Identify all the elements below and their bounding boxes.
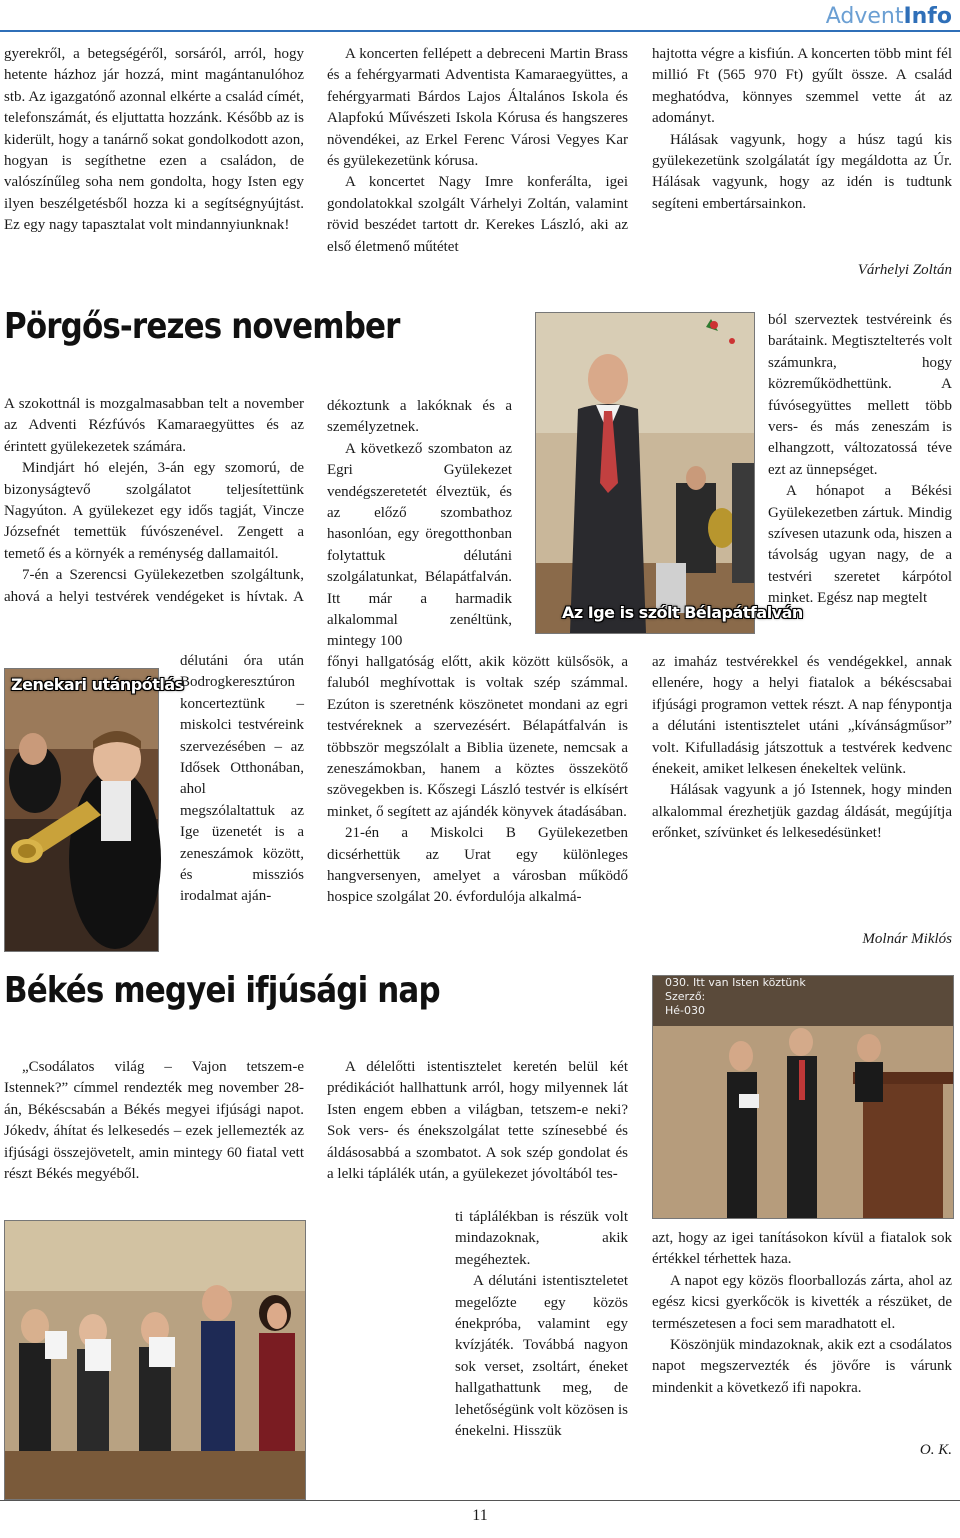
article1-col3-narrow: ból szerveztek testvéreink és barátaink. Megtisztelteтés volt számunkra, hogy közreműködhettünk. A fúvósegyüttes mellett több vers- és más zeneszám is elhangzott, változatossá téve ezt az ünnepséget. A hónapot a Békési Gyülekezetben zártuk. Mindig szívesen utazunk oda, hiszen a távolság ugyan nagy, de a testvéri szeretet kárpótol minket. Egész nap megtelt — [768, 312, 952, 607]
photo-belapatfalva-concert — [535, 312, 803, 634]
article2-signature: O. K. — [919, 1442, 952, 1458]
article1-title: Pörgős-rezes november — [4, 306, 400, 347]
article1-col1-narrow: délutáni óra után Bodrogkeresztúron koncerteztünk – miskolci testvéreink szervezésében – az Idősek Otthonában, ahol megszólaltattuk az Ige üzenetét is a zeneszámok között, és missziós irodalmat aján- — [180, 653, 304, 905]
slide-line-code: Hé-030 — [665, 1004, 706, 1017]
adventinfo-logo — [826, 4, 952, 29]
logo-part-advent: Advent — [825, 4, 904, 29]
article1-col3-wide: az imaház testvérekkel és vendégekkel, annak ellenére, hogy a helyi fiatalok a békéscsabai ifjúsági programon vettek részt. A nap fénypontja a délutáni istentisztelet utáni „kívánságműsor” volt. Kifulladásig játszottuk a testvérek kedvenc énekeit, amiket lelkesen énekeltek velünk. Hálásak vagyunk a jó Istennek, hogy minden alkalommal érezhetjük gazdag áldását, megújítja erőnket, szívünket és lelkesedésünket! — [652, 654, 952, 842]
page-number: 11 — [472, 1507, 488, 1524]
photo-young-trumpeter — [4, 668, 184, 952]
slide-line-author-label: Szerző: — [665, 990, 706, 1003]
article1-col2-narrow: dékoztunk a lakóknak és a személyzetnek. A következő szombaton az Egri Gyülekezet vendégszeretetét élveztük, és az előző szombathoz hasonlóan, egy öregotthonban folytattuk délutáni szolgálatunkat, Bélapátfalván. Itt már a harmadik alkalommal zenéltünk, mintegy 100 — [327, 398, 512, 650]
logo-part-info: Info — [903, 4, 952, 29]
prev-article-col3: hajtotta végre a kisfiún. A koncerten több mint fél millió Ft (565 970 Ft) gyűlt össze. A család meghatódva, könnyes szemmel vette át az adományt. Hálásak vagyunk, hogy a húsz tagú kis gyülekezetünk szolgálatát így megáldotta az Úr. Hálásak vagyunk, hogy az idén is tudtunk segíteni embertársainkon. — [652, 46, 952, 212]
article1-col1: A szokottnál is mozgalmasabban telt a november az Adventi Rézfúvós Kamaraegyüttes és az érintett gyülekezetek számára. Mindjárt hó elején, 3-án egy szomorú, de bizonyságtevő szolgálatot teljesítettünk Nagyúton. A gyülekezet egy idős tagját, Vincze Józsefnét temettük fúvószenével. Zengett a temető és a környék a reménység dallamaitól. 7-én a Szerencsi Gyülekezetben szolgáltunk, ahová a helyi testvérek vendégeket is hívtak. A — [4, 396, 304, 605]
article2-col3: azt, hogy az igei tanításokon kívül a fiatalok sok értékkel térhettek haza. A napot egy közös floorballozás zárta, ahol az egész kicsi gyerkőcök is kivették a részüket, de természetesen a foci sem maradhatott el. Köszönjük mindazoknak, akik ezt a csodálatos napot megszervezték és jövőre is várunk mindenkit a következő ifi napokra. — [652, 1230, 952, 1396]
photo2-caption: Az Ige is szólt Bélapátfalván — [562, 603, 803, 622]
photo-youth-group-reading — [4, 1220, 306, 1500]
slide-line-song: 030. Itt van Isten köztünk — [665, 976, 806, 989]
article1-col2-wide: főnyi hallgatóság előtt, akik között külsősök, a faluból meghívottak is voltak szép számmal. Ezúton is szeretnénk köszönetet mondani az egri testvéreknek a szervezésért. Bélapátfalván is többször megszólalt a Biblia üzenete, nemcsak a zeneszámokban, hanem a köztes összekötő szövegekben is. Kőszegi László testvér is elkísért minket, ő segített az ajándék könyvek átadásában. 21-én a Miskolci B Gyülekezetben dicsérhettük az Urat egy különleges hangversenyen, amelyet a városban működő hospice szolgálat 20. évfordulója alkalmá- — [327, 654, 628, 906]
article2-col2-narrow: ti táplálékban is részük volt mindazoknak, akik megéheztek. A délutáni istentiszteletet megelőzte egy közös énekpróba, valamint egy kvízjáték. Továbbá nagyon sok verset, zsoltárt, éneket hallgathattunk meg, de lehetőségünk volt közösen is énekelni. Hisszük — [455, 1209, 628, 1440]
photo-pulpit-worship — [652, 975, 954, 1219]
footer-rule — [0, 1500, 960, 1501]
prev-article-col1: gyerekről, a betegségéről, sorsáról, arról, hogy hetente házhoz jár hozzá, mint magántanulóhoz stb. Az igazgatónő azonnal elkérte a család címét, telefonszámát, és eljuttatta hozzánk. Később az is kiderült, hogy a tanárnő sokat gondolkodott azon, hogyan is segíthetne ezen a családon, de valószínűleg soha nem gondolta, hogy Isten egy ilyen beszélgetésből hozza ki a segítségnyújtást. Ez egy nagy tapasztalat volt mindannyiunknak! — [4, 46, 304, 234]
article2-col1: „Csodálatos világ – Vajon tetszem-e Istennek?” címmel rendezték meg november 28-án, Békéscsabán a Békés megyei ifjúsági napot. Jókedv, áhítat és lelkesedés – ezek jellemezték az ifjúsági összejövetelt, amin mintegy 60 fiatal vett részt Békés megyéből. — [4, 1059, 304, 1183]
article2-title: Békés megyei ifjúsági nap — [4, 970, 440, 1011]
header-rule — [0, 30, 960, 32]
prev-article-col2: A koncerten fellépett a debreceni Martin Brass és a fehérgyarmati Adventista Kamaraegyüttes, a fehérgyarmati Bárdos Lajos Általános Iskola és Alapfokú Művészeti Iskola Kórusa és hangszeres növendékei, az Erkel Ferenc Városi Vegyes Kar és gyülekezetünk kórusa. A koncertet Nagy Imre konferálta, igei gondolatokkal szolgált Várhelyi Zoltán, valamint rövid beszédet tartott dr. Kerekes László, aki az első életmenő műtétet — [327, 46, 628, 255]
prev-article-signature: Várhelyi Zoltán — [857, 262, 952, 278]
article2-col2-wide: A délelőtti istentisztelet keretén belül két prédikációt hallhattunk arról, hogy milyennek lát Isten engem ebben a világban, tetszem-e neki? Sok vers- és énekszolgálat tette színesebbé és áldásosabbá a szombatot. A sok szép gondolat és a lelki táplálék után, a gyülekezet jóvoltából tes- — [327, 1059, 628, 1183]
article1-signature: Molnár Miklós — [862, 931, 952, 947]
photo1-caption: Zenekari utánpótlás — [11, 675, 184, 694]
projected-slide-text — [665, 976, 806, 1018]
